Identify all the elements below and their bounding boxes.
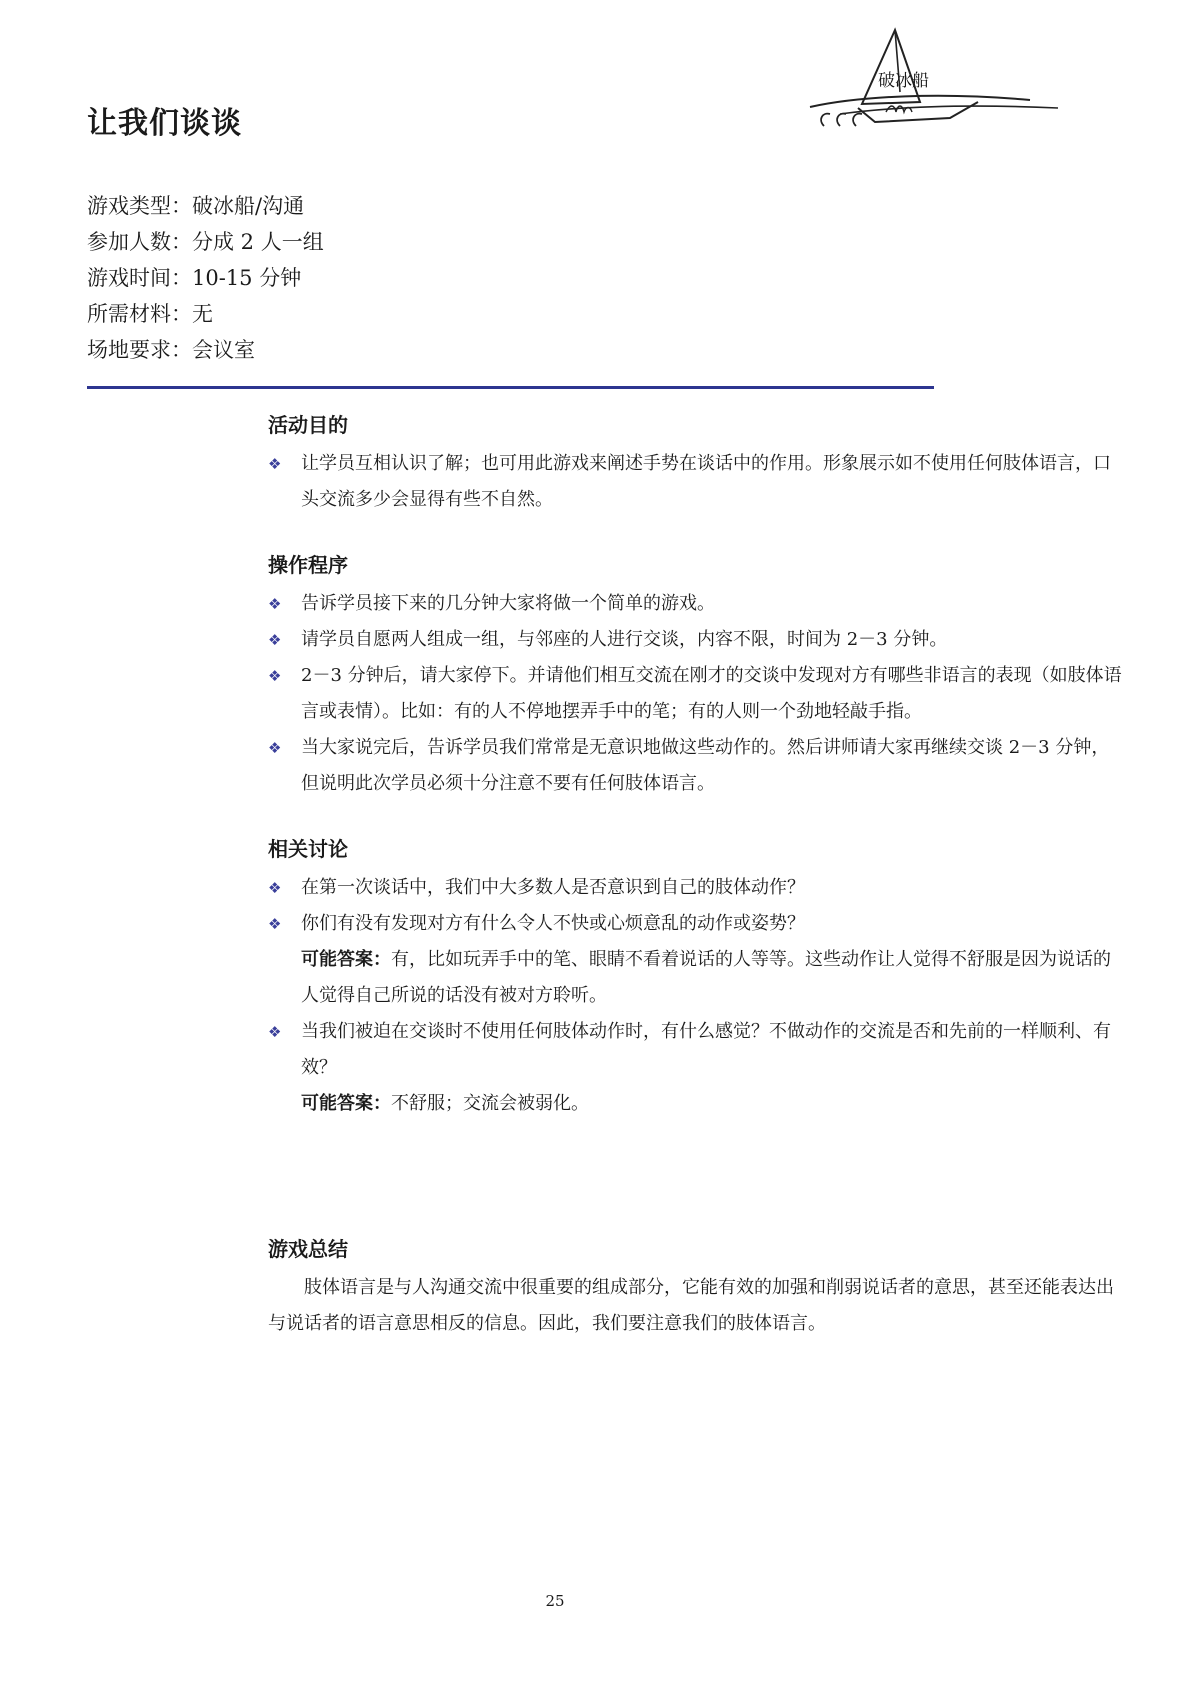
list-item	[268, 446, 1123, 518]
main-content	[268, 408, 1128, 1342]
info-value: 会议室	[192, 338, 255, 362]
logo-text: 破冰船	[878, 71, 929, 91]
item-text: 告诉学员接下来的几分钟大家将做一个简单的游戏。	[301, 593, 715, 614]
item-text: 让学员互相认识了解；也可用此游戏来阐述手势在谈话中的作用。形象展示如不使用任何肢体语言，口头交流多少会显得有些不自然。	[301, 453, 1111, 510]
list-item	[268, 730, 1123, 802]
info-row-venue	[87, 332, 324, 368]
list-item	[268, 1014, 1123, 1086]
diamond-bullet-icon: ❖	[268, 1023, 282, 1041]
section-title-purpose: 活动目的	[268, 413, 348, 437]
item-text: 请学员自愿两人组成一组，与邻座的人进行交谈，内容不限，时间为 2－3 分钟。	[301, 629, 948, 650]
info-label: 游戏类型：	[87, 194, 192, 218]
item-text: 当大家说完后，告诉学员我们常常是无意识地做这些动作的。然后讲师请大家再继续交谈 2－3 分钟，但说明此次学员必须十分注意不要有任何肢体语言。	[301, 737, 1110, 794]
list-item	[268, 870, 1123, 906]
section-title-procedure: 操作程序	[268, 553, 348, 577]
possible-answer	[268, 1086, 1123, 1122]
info-label: 游戏时间：	[87, 266, 192, 290]
info-label: 所需材料：	[87, 302, 192, 326]
diamond-bullet-icon: ❖	[268, 739, 282, 757]
diamond-bullet-icon: ❖	[268, 915, 282, 933]
item-text: 2－3 分钟后，请大家停下。并请他们相互交流在刚才的交谈中发现对方有哪些非语言的表现（如肢体语言或表情）。比如：有的人不停地摆弄手中的笔；有的人则一个劲地轻敲手指。	[301, 665, 1122, 722]
answer-label: 可能答案：	[301, 949, 391, 970]
list-item	[268, 586, 1123, 622]
diamond-bullet-icon: ❖	[268, 455, 282, 473]
possible-answer	[268, 942, 1123, 1014]
diamond-bullet-icon: ❖	[268, 631, 282, 649]
answer-label: 可能答案：	[301, 1093, 391, 1114]
answer-text: 有，比如玩弄手中的笔、眼睛不看着说话的人等等。这些动作让人觉得不舒服是因为说话的人觉得自己所说的话没有被对方聆听。	[301, 949, 1111, 1006]
info-row-duration	[87, 260, 324, 296]
info-value: 无	[192, 302, 213, 326]
section-divider	[87, 386, 934, 389]
summary-paragraph: 肢体语言是与人沟通交流中很重要的组成部分，它能有效的加强和削弱说话者的意思，甚至还能表达出与说话者的语言意思相反的信息。因此，我们要注意我们的肢体语言。	[268, 1277, 1114, 1334]
page-title: 让我们谈谈	[87, 106, 242, 141]
logo	[800, 22, 1068, 142]
info-value: 10-15 分钟	[192, 266, 302, 290]
info-label: 参加人数：	[87, 230, 192, 254]
info-value: 破冰船/沟通	[192, 194, 305, 218]
section-title-discussion: 相关讨论	[268, 837, 348, 861]
page-number: 25	[545, 1592, 565, 1610]
info-row-type	[87, 188, 324, 224]
section-title-summary: 游戏总结	[268, 1237, 348, 1261]
question-text: 你们有没有发现对方有什么令人不快或心烦意乱的动作或姿势？	[301, 913, 805, 934]
sailboat-logo-icon	[800, 22, 1068, 142]
list-item	[268, 622, 1123, 658]
info-value: 分成 2 人一组	[192, 230, 324, 254]
diamond-bullet-icon: ❖	[268, 595, 282, 613]
info-row-participants	[87, 224, 324, 260]
diamond-bullet-icon: ❖	[268, 667, 282, 685]
answer-text: 不舒服；交流会被弱化。	[391, 1093, 589, 1114]
diamond-bullet-icon: ❖	[268, 879, 282, 897]
info-label: 场地要求：	[87, 338, 192, 362]
question-text: 在第一次谈话中，我们中大多数人是否意识到自己的肢体动作？	[301, 877, 805, 898]
question-text: 当我们被迫在交谈时不使用任何肢体动作时，有什么感觉？不做动作的交流是否和先前的一样顺利、有效？	[301, 1021, 1111, 1078]
game-info-list	[87, 188, 324, 368]
list-item	[268, 658, 1123, 730]
info-row-materials	[87, 296, 324, 332]
list-item	[268, 906, 1123, 942]
